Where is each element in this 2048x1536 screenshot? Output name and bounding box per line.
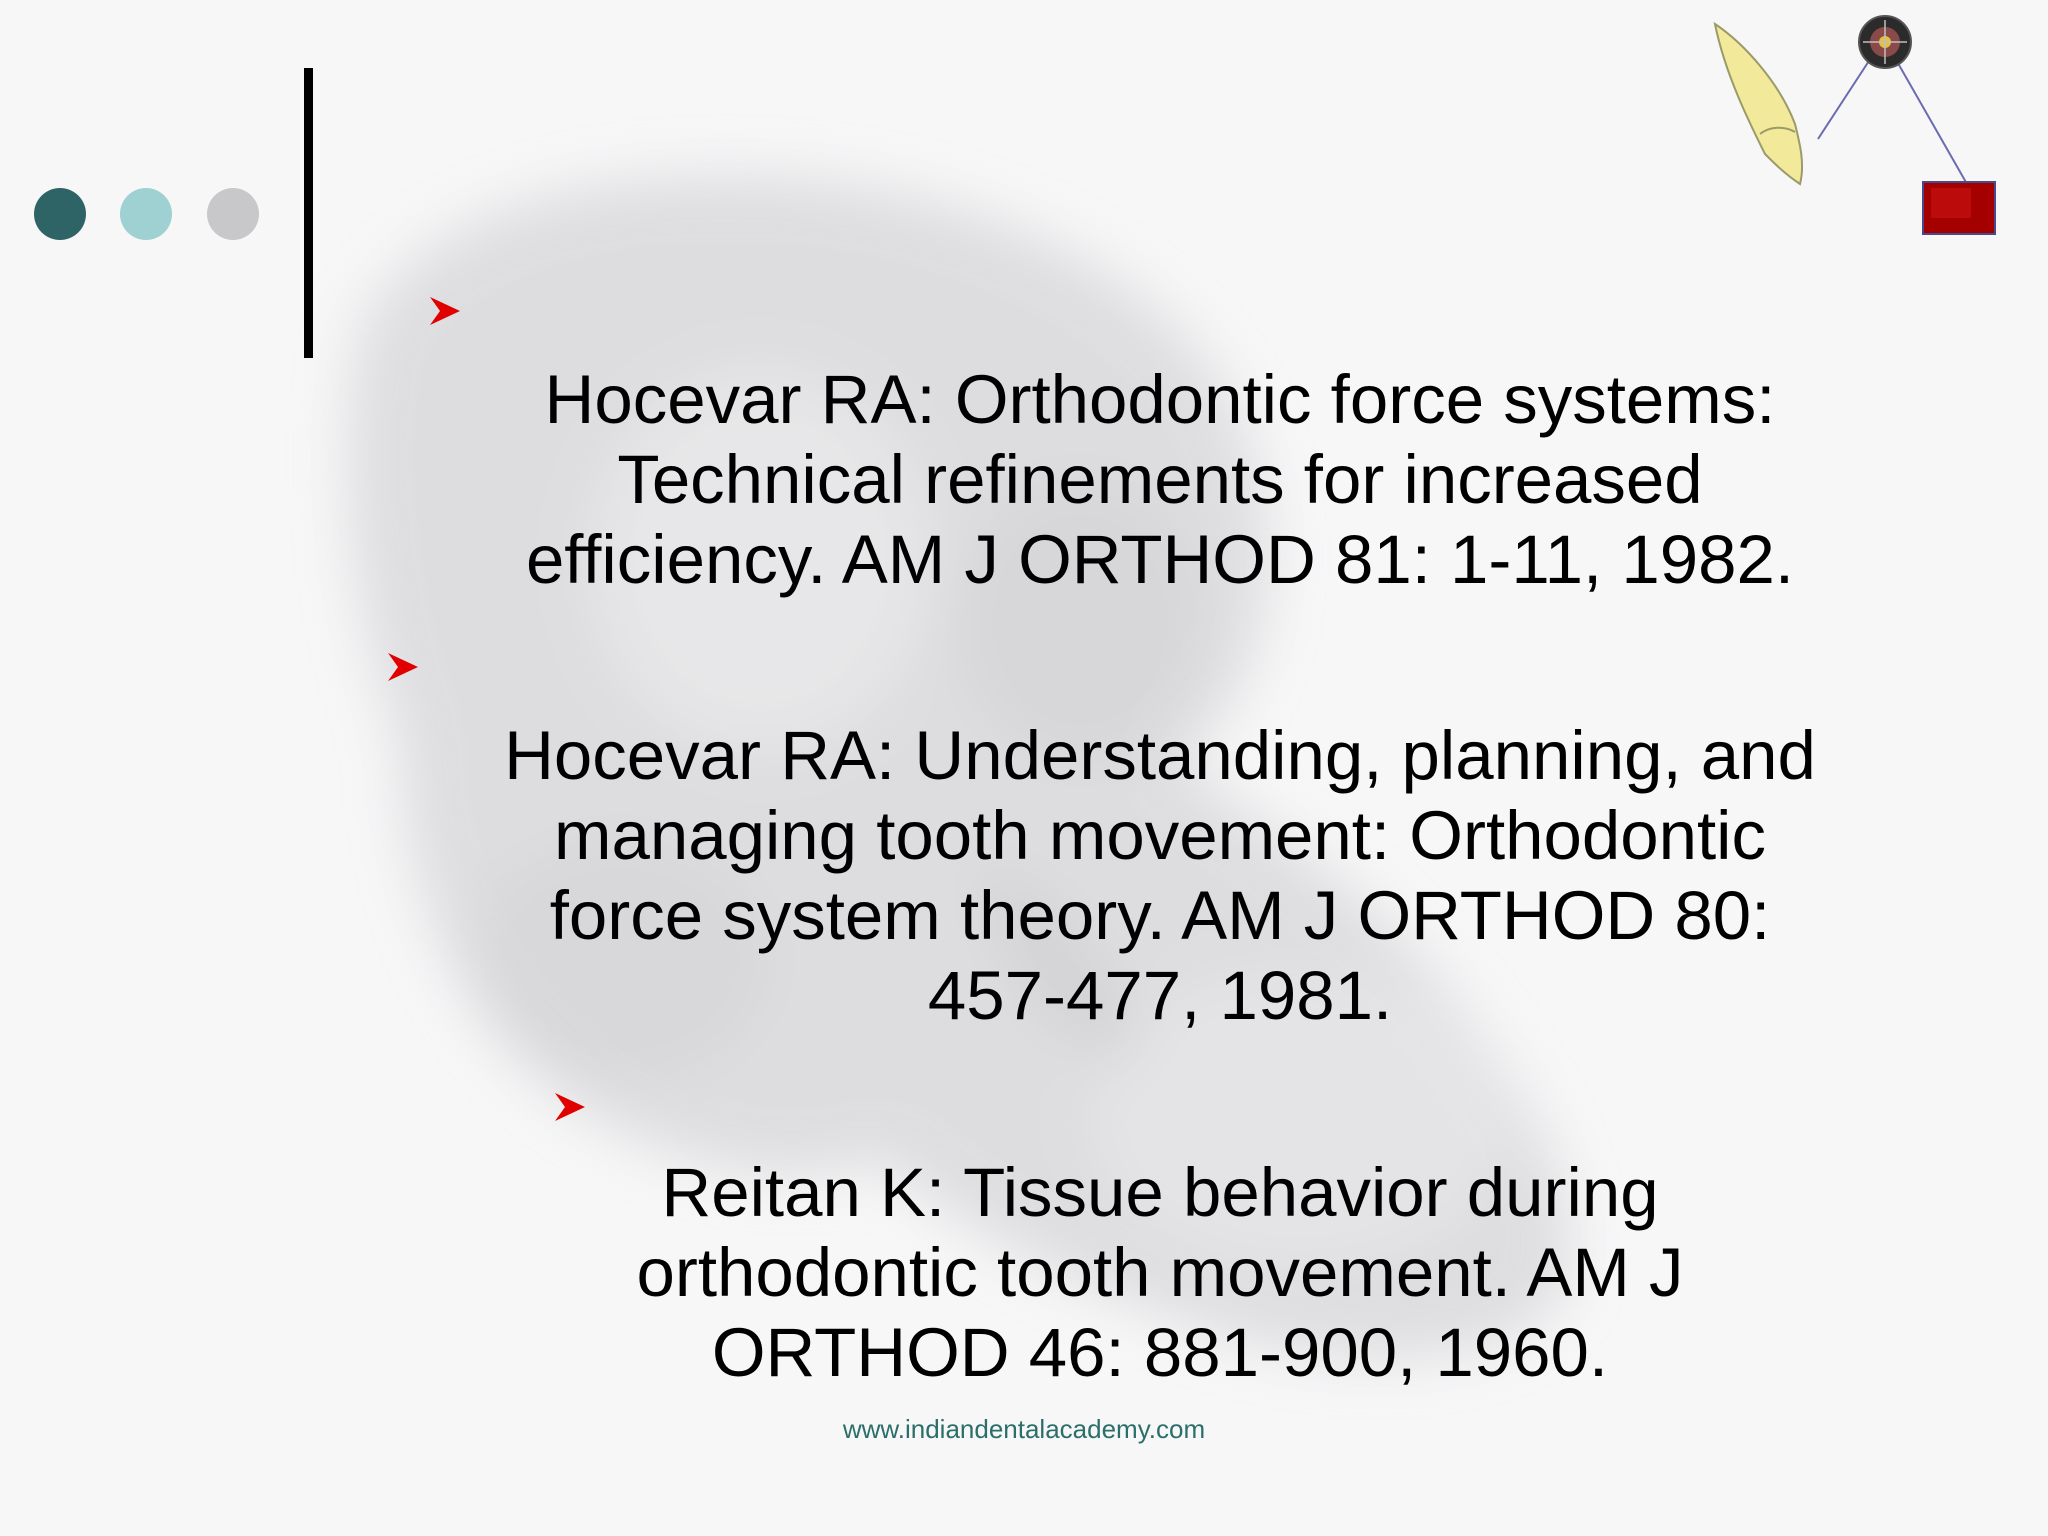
title-divider-bar xyxy=(304,68,313,358)
decor-dot-teal xyxy=(120,188,172,240)
decor-dot-dark xyxy=(34,188,86,240)
reference-text: Hocevar RA: Orthodontic force systems: Technical refinements for increased efficiency. AM J ORTHOD 81: 1-11, 1982. xyxy=(525,361,1795,598)
footer-url[interactable]: www.indiandentalacademy.com xyxy=(842,1414,1206,1444)
arrowhead-bullet-icon xyxy=(386,650,420,684)
reference-text: Reitan K: Tissue behavior during orthodontic tooth movement. AM J ORTHOD 46: 881-900, 1960. xyxy=(636,1154,1684,1391)
reference-text: Hocevar RA: Understanding, planning, and managing tooth movement: Orthodontic force system theory. AM J ORTHOD 80: 457-477, 1981. xyxy=(504,717,1816,1034)
decor-dot-gray xyxy=(207,188,259,240)
tooth-moment-logo-icon xyxy=(1705,14,2010,239)
